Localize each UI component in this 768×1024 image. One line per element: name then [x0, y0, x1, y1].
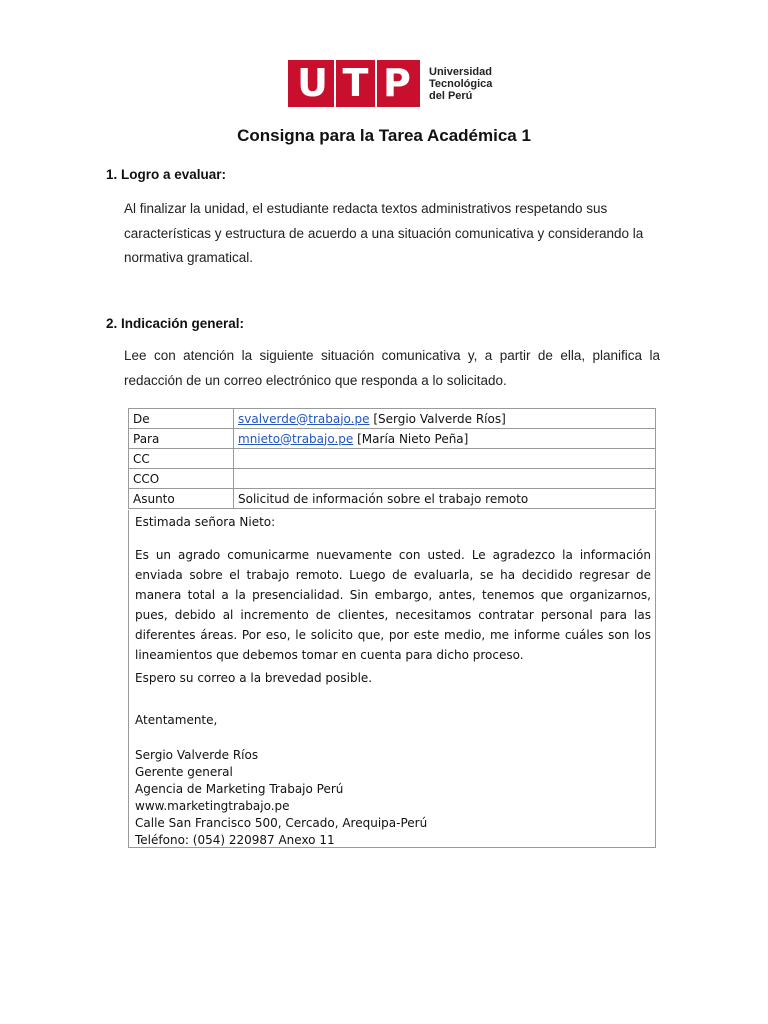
sender-name: [Sergio Valverde Ríos] [369, 411, 506, 426]
logo-separator [334, 60, 336, 107]
field-label: Asunto [129, 489, 234, 509]
section-text-logro: Al finalizar la unidad, el estudiante redacta textos administrativos respetando sus características y estructura de acuerdo a una situación comunicativa y considerando la normativa gramatical. [124, 201, 644, 265]
logo-letter-u: U [297, 61, 328, 105]
email-row-cco [129, 469, 656, 489]
page-title: Consigna para la Tarea Académica 1 [237, 126, 531, 145]
signature-line: Calle San Francisco 500, Cercado, Arequipa-Perú [135, 816, 428, 830]
subject-value: Solicitud de información sobre el trabajo remoto [234, 489, 656, 509]
logo-separator [375, 60, 377, 107]
recipient-name: [María Nieto Peña] [353, 431, 469, 446]
section-text-indicacion: Lee con atención la siguiente situación comunicativa y, a partir de ella, planifica la redacción de un correo electrónico que responda a lo solicitado. [124, 348, 660, 388]
field-label: CCO [129, 469, 234, 489]
section-heading-logro: 1. Logro a evaluar: [106, 167, 227, 182]
email-greeting: Estimada señora Nieto: [135, 515, 276, 529]
utp-logo-mark [288, 60, 420, 107]
email-closing: Atentamente, [135, 713, 218, 727]
logo-letter-t: T [342, 61, 369, 105]
signature-line: Agencia de Marketing Trabajo Perú [135, 782, 344, 796]
field-label: CC [129, 449, 234, 469]
sender-email-link[interactable]: svalverde@trabajo.pe [238, 411, 370, 426]
email-row-para [129, 429, 656, 449]
logo-wordmark [429, 66, 492, 102]
signature-line: Teléfono: (054) 220987 Anexo 11 [135, 833, 335, 847]
logo-line: del Perú [429, 89, 473, 102]
email-header-table [128, 408, 656, 509]
signature-line: Gerente general [135, 765, 233, 779]
logo-line: Universidad [429, 65, 492, 78]
field-value [234, 449, 656, 469]
email-body [128, 510, 656, 848]
field-label: De [129, 409, 234, 429]
field-value [234, 469, 656, 489]
email-paragraph: Es un agrado comunicarme nuevamente con usted. Le agradezco la información enviada sobre el trabajo remoto. Luego de evaluarla, se ha decidido regresar de manera total a la presencialidad. Sin embargo, antes, tenemos que organizarnos, pues, debido al incremento de clientes, necesitamos contratar personal para las diferentes áreas. Por eso, le solicito que, por este medio, me informe cuáles son los lineamientos que debemos tomar en cuenta para dicho proceso. [135, 548, 651, 662]
field-value [234, 429, 656, 449]
email-signature [135, 747, 651, 849]
recipient-email-link[interactable]: mnieto@trabajo.pe [238, 431, 354, 446]
utp-logo [288, 60, 492, 107]
field-label: Para [129, 429, 234, 449]
logo-letter-p: P [382, 61, 411, 105]
email-paragraph: Espero su correo a la brevedad posible. [135, 671, 373, 685]
email-row-cc [129, 449, 656, 469]
signature-line: Sergio Valverde Ríos [135, 748, 259, 762]
email-row-de [129, 409, 656, 429]
email-row-asunto [129, 489, 656, 509]
logo-line: Tecnológica [429, 77, 493, 90]
section-heading-indicacion: 2. Indicación general: [106, 316, 245, 331]
signature-line: www.marketingtrabajo.pe [135, 799, 290, 813]
field-value [234, 409, 656, 429]
